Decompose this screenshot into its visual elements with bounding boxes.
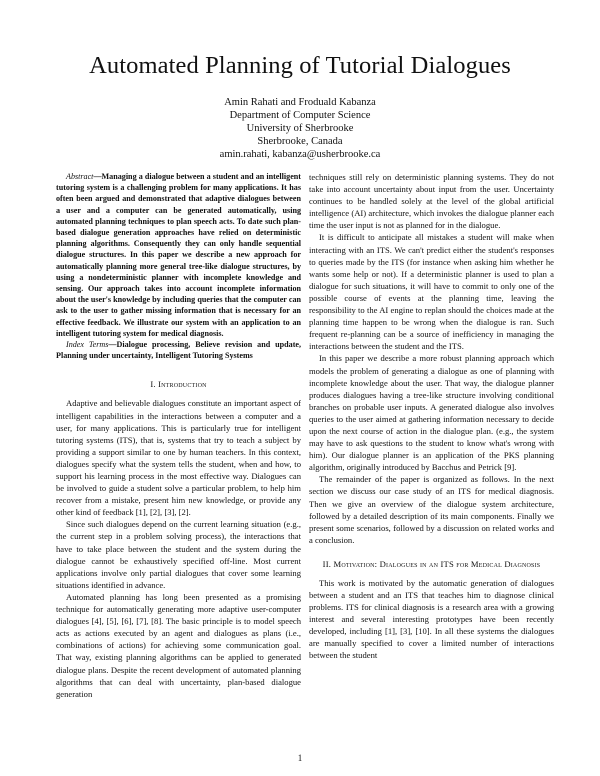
paper-title: Automated Planning of Tutorial Dialogues [89, 52, 511, 79]
paragraph: techniques still rely on deterministic planning systems. They do not take into account uncertainty about input from the user. Uncertainty continues to be handled solely at the level of the global artificial intelligence (AI) architecture, which invokes the dialogue planner each time the user input is not as planned for in the dialogue. [309, 172, 554, 231]
paragraph: It is difficult to anticipate all mistakes a student will make when interacting with an ITS. We can't predict either the student's responses to queries made by the ITS (for instance when asking him whether he wants some help or not). If a deterministic planner is used to plan a dialogue for such situations, it will have to commit to only one of the possible course of events at the planning time, leaving the responsibility to the AI engine to replan should the choices made at the planning time happen to be wrong when the dialogue is ran. Such frequent re-planning can be a source of inefficiency in managing the interactions between the student and the ITS. [309, 232, 554, 352]
paragraph: Adaptive and believable dialogues constitute an important aspect of intelligent capabilities in the interactions between a computer and a user, for many applications. This is particularly true for intelligent tutoring systems (ITS), that is, systems that try to teach a subject by providing a support similar to one by human teachers. In this context, dialogues specify what the system tells the student, when and how, to support his learning process in the most effective way. Dialogues can be involved to guide a student solve a particular problem, to help him recover from a mistake, present him new knowledge, or provide any other kind of feedback [1], [2], [3], [2]. [56, 398, 301, 518]
page-number: 1 [297, 753, 303, 763]
index-terms [56, 339, 301, 361]
author-emails: amin.rahati, kabanza@usherbrooke.ca [219, 149, 381, 160]
section-heading-motivation: II. Motivation: Dialogues in an ITS for Medical Diagnosis [322, 558, 541, 569]
abstract-label: Abstract [66, 172, 94, 181]
affiliation-university: University of Sherbrooke [246, 123, 354, 134]
affiliation-location: Sherbrooke, Canada [257, 136, 343, 147]
paragraph: In this paper we describe a more robust planning approach which models the problem of generating a dialogue as one of planning with incomplete knowledge about the user. That way, the dialogue planner produces dialogues having a tree-like structure involving conditional branches on probable user inputs. A generated dialogue also involves queries to the user aimed at gathering information necessary to decide upon the next course of action in the dialogue plan. (e.g., the system may have to ask questions to the student to know what's wrong with him). Our dialogue planner is an application of the PKS planning algorithm, originally introduced by Bacchus and Petrick [9]. [309, 353, 554, 473]
author-names: Amin Rahati and Froduald Kabanza [224, 97, 376, 108]
abstract [56, 171, 301, 339]
abstract-text: —Managing a dialogue between a student and an intelligent tutoring system is a challenging problem for many applications. It has often been argued and demonstrated that adaptive dialogues between a user and a computer can be generated automatically, using automated planning techniques to plan speech acts. To date such plan-based dialogue generation approaches have relied on deterministic planning algorithms. Consequently they can only handle sequential dialogue structures. In this paper we describe a new approach for automatically planning more general tree-like dialogue structures, by using a nondeterministic planner with incomplete knowledge and sensing. Our approach takes into account incomplete information about the user's knowledge by including queries that the computer can ask to the user to gather missing information that is necessary for an effective feedback. We illustrate our system with an application to an intelligent tutoring system for medical diagnosis. [56, 172, 301, 338]
paragraph: Since such dialogues depend on the current learning situation (e.g., the current step in a problem solving process), the interactions that have to take place between the student and the system during the dialogue cannot be exhaustively specified off-line. Most current applications involve only partial dialogues that cover some learning situations identified in advance. [56, 519, 301, 590]
paragraph: The remainder of the paper is organized as follows. In the next section we discuss our case study of an ITS for medical diagnosis. Then we give an overview of the dialogue system architecture, followed by a detailed description of its main components. Finally we present some scenarios, followed by a discussion on related works and a conclusion. [309, 474, 554, 545]
right-column [309, 171, 554, 662]
affiliation-department: Department of Computer Science [229, 110, 371, 121]
index-terms-label: Index Terms [66, 340, 109, 350]
paragraph: This work is motivated by the automatic generation of dialogues between a student and an ITS that teaches him to diagnose clinical problems. ITS for clinical diagnosis is a research area with a growing interest and several interesting prototypes have been recently developed, including [1], [3], [10]. In all these systems the dialogues are manually specified to cover a limited number of interactions between the student [309, 577, 554, 661]
section-heading-introduction: I. Introduction [150, 379, 207, 390]
paragraph: Automated planning has long been presented as a promising technique for automatically generating more adaptive user-computer dialogues [4], [5], [6], [7], [8]. The basic principle is to model speech acts as actions executed by an agent and dialogues as plans (i.e., combinations of actions) for achieving some communication goal. That way, existing planning algorithms can be applied to generated dialogue plans. Despite the recent development of automated planning algorithms that can deal with uncertainty, plan-based dialogue generation [56, 591, 301, 699]
author-block [0, 96, 600, 161]
index-terms-text: —Dialogue processing, Believe revision and update, Planning under uncertainty, Intelligent Tutoring Systems [56, 340, 302, 361]
left-column [56, 171, 301, 700]
